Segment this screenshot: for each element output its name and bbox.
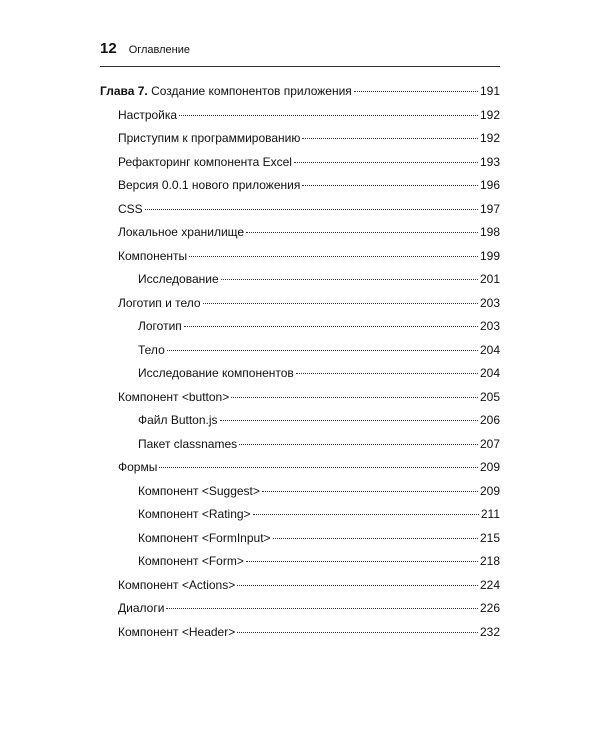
dot-leader bbox=[159, 467, 478, 468]
toc-entry-title: Версия 0.0.1 нового приложения bbox=[118, 178, 301, 192]
toc-chapter-title bbox=[100, 83, 352, 99]
toc-entry bbox=[138, 483, 500, 499]
toc-entry bbox=[138, 342, 500, 358]
toc-entry-page: 199 bbox=[479, 248, 500, 263]
toc-entry-title: Рефакторинг компонента Excel bbox=[118, 154, 292, 169]
toc-entry-page: 206 bbox=[479, 413, 500, 427]
dot-leader bbox=[184, 326, 478, 327]
toc-entry bbox=[118, 248, 500, 264]
toc-entry-page: 196 bbox=[479, 178, 500, 192]
toc-entry-title: Настройка bbox=[118, 107, 178, 122]
running-title: Оглавление bbox=[128, 44, 191, 56]
toc-entry-title: Компонент <button> bbox=[118, 389, 230, 404]
toc-entry-title: Исследование bbox=[138, 272, 219, 286]
dot-leader bbox=[294, 162, 478, 163]
dot-leader bbox=[167, 350, 478, 351]
toc-entry-title: Исследование компонентов bbox=[138, 366, 294, 380]
dot-leader bbox=[262, 491, 478, 492]
toc-entry bbox=[118, 624, 500, 640]
dot-leader bbox=[221, 279, 478, 280]
dot-leader bbox=[296, 373, 478, 374]
toc-entry bbox=[138, 271, 500, 287]
dot-leader bbox=[253, 514, 479, 515]
toc-entry-title: Пакет classnames bbox=[138, 436, 238, 451]
toc-entry-title: Файл Button.js bbox=[138, 413, 218, 427]
toc-entry-page: 203 bbox=[479, 295, 500, 310]
toc-entry-page: 224 bbox=[479, 577, 500, 592]
dot-leader bbox=[239, 444, 478, 445]
toc-entry bbox=[118, 459, 500, 475]
toc-entry bbox=[138, 365, 500, 381]
toc-entry bbox=[138, 412, 500, 428]
dot-leader bbox=[203, 303, 478, 304]
toc-entry bbox=[118, 154, 500, 170]
toc-entry-title: Компонент <Header> bbox=[118, 624, 236, 639]
toc-entry-title: Компонент <FormInput> bbox=[138, 530, 271, 545]
toc-entry-page: 198 bbox=[479, 225, 500, 239]
toc-entry bbox=[118, 177, 500, 193]
dot-leader bbox=[237, 632, 478, 633]
toc-chapter-page: 191 bbox=[479, 84, 500, 98]
page-number: 12 bbox=[100, 40, 117, 57]
toc-entry-page: 209 bbox=[479, 460, 500, 474]
toc-entry-page: 205 bbox=[479, 389, 500, 404]
toc-entry-page: 204 bbox=[479, 342, 500, 357]
toc-entry-page: 207 bbox=[479, 436, 500, 451]
toc-entry-title: Тело bbox=[138, 342, 165, 357]
dot-leader bbox=[231, 397, 478, 398]
dot-leader bbox=[166, 608, 478, 609]
toc-entry bbox=[138, 553, 500, 569]
toc-entry bbox=[118, 295, 500, 311]
dot-leader bbox=[220, 420, 478, 421]
toc-entry bbox=[118, 224, 500, 240]
toc-entry bbox=[138, 506, 500, 522]
toc-entry-page: 209 bbox=[479, 483, 500, 498]
dot-leader bbox=[302, 138, 478, 139]
dot-leader bbox=[246, 561, 478, 562]
toc-entry-title: Компонент <Form> bbox=[138, 554, 244, 568]
toc-entry-title: Приступим к программированию bbox=[118, 131, 301, 145]
dot-leader bbox=[145, 209, 478, 210]
toc-entry-page: 226 bbox=[479, 601, 500, 615]
toc-entry bbox=[138, 530, 500, 546]
toc-entry bbox=[118, 600, 500, 616]
dot-leader bbox=[354, 91, 478, 92]
toc-entry-title: Локальное хранилище bbox=[118, 225, 245, 239]
toc-entry-title: Компонент <Suggest> bbox=[138, 483, 260, 498]
toc-entry-page: 192 bbox=[479, 131, 500, 145]
toc-entry-title: CSS bbox=[118, 201, 143, 216]
toc-entry-page: 192 bbox=[479, 107, 500, 122]
toc-entry-title: Логотип и тело bbox=[118, 295, 201, 310]
toc-entry bbox=[138, 436, 500, 452]
toc-entry-page: 193 bbox=[479, 154, 500, 169]
toc-entry bbox=[138, 318, 500, 334]
toc-entry-page: 232 bbox=[479, 624, 500, 639]
toc-entry-page: 197 bbox=[479, 201, 500, 216]
dot-leader bbox=[237, 585, 478, 586]
toc-entry-page: 204 bbox=[479, 366, 500, 380]
toc-entry bbox=[118, 577, 500, 593]
dot-leader bbox=[302, 185, 478, 186]
page-header bbox=[100, 40, 500, 62]
toc-entry-title: Диалоги bbox=[118, 601, 165, 615]
toc-entry-page: 203 bbox=[479, 319, 500, 333]
toc-chapter-row bbox=[100, 83, 500, 99]
toc-entry bbox=[118, 389, 500, 405]
dot-leader bbox=[246, 232, 478, 233]
chapter-label: Глава 7. bbox=[100, 84, 148, 98]
toc-entry-title: Формы bbox=[118, 460, 158, 474]
toc-entry bbox=[118, 107, 500, 123]
toc-entry-page: 215 bbox=[479, 530, 500, 545]
toc-entry-title: Компонент <Rating> bbox=[138, 507, 251, 521]
toc-entry-page: 218 bbox=[479, 554, 500, 568]
dot-leader bbox=[179, 115, 478, 116]
toc-entry-title: Компонент <Actions> bbox=[118, 577, 236, 592]
toc-entry bbox=[118, 201, 500, 217]
dot-leader bbox=[273, 538, 478, 539]
dot-leader bbox=[189, 256, 478, 257]
chapter-title: Создание компонентов приложения bbox=[151, 84, 352, 98]
header-rule bbox=[100, 66, 500, 67]
toc-entry bbox=[118, 130, 500, 146]
toc-entry-page: 201 bbox=[479, 272, 500, 286]
toc-entry-title: Компоненты bbox=[118, 248, 188, 263]
toc-entry-title: Логотип bbox=[138, 319, 182, 333]
toc-entry-page: 211 bbox=[480, 507, 500, 521]
